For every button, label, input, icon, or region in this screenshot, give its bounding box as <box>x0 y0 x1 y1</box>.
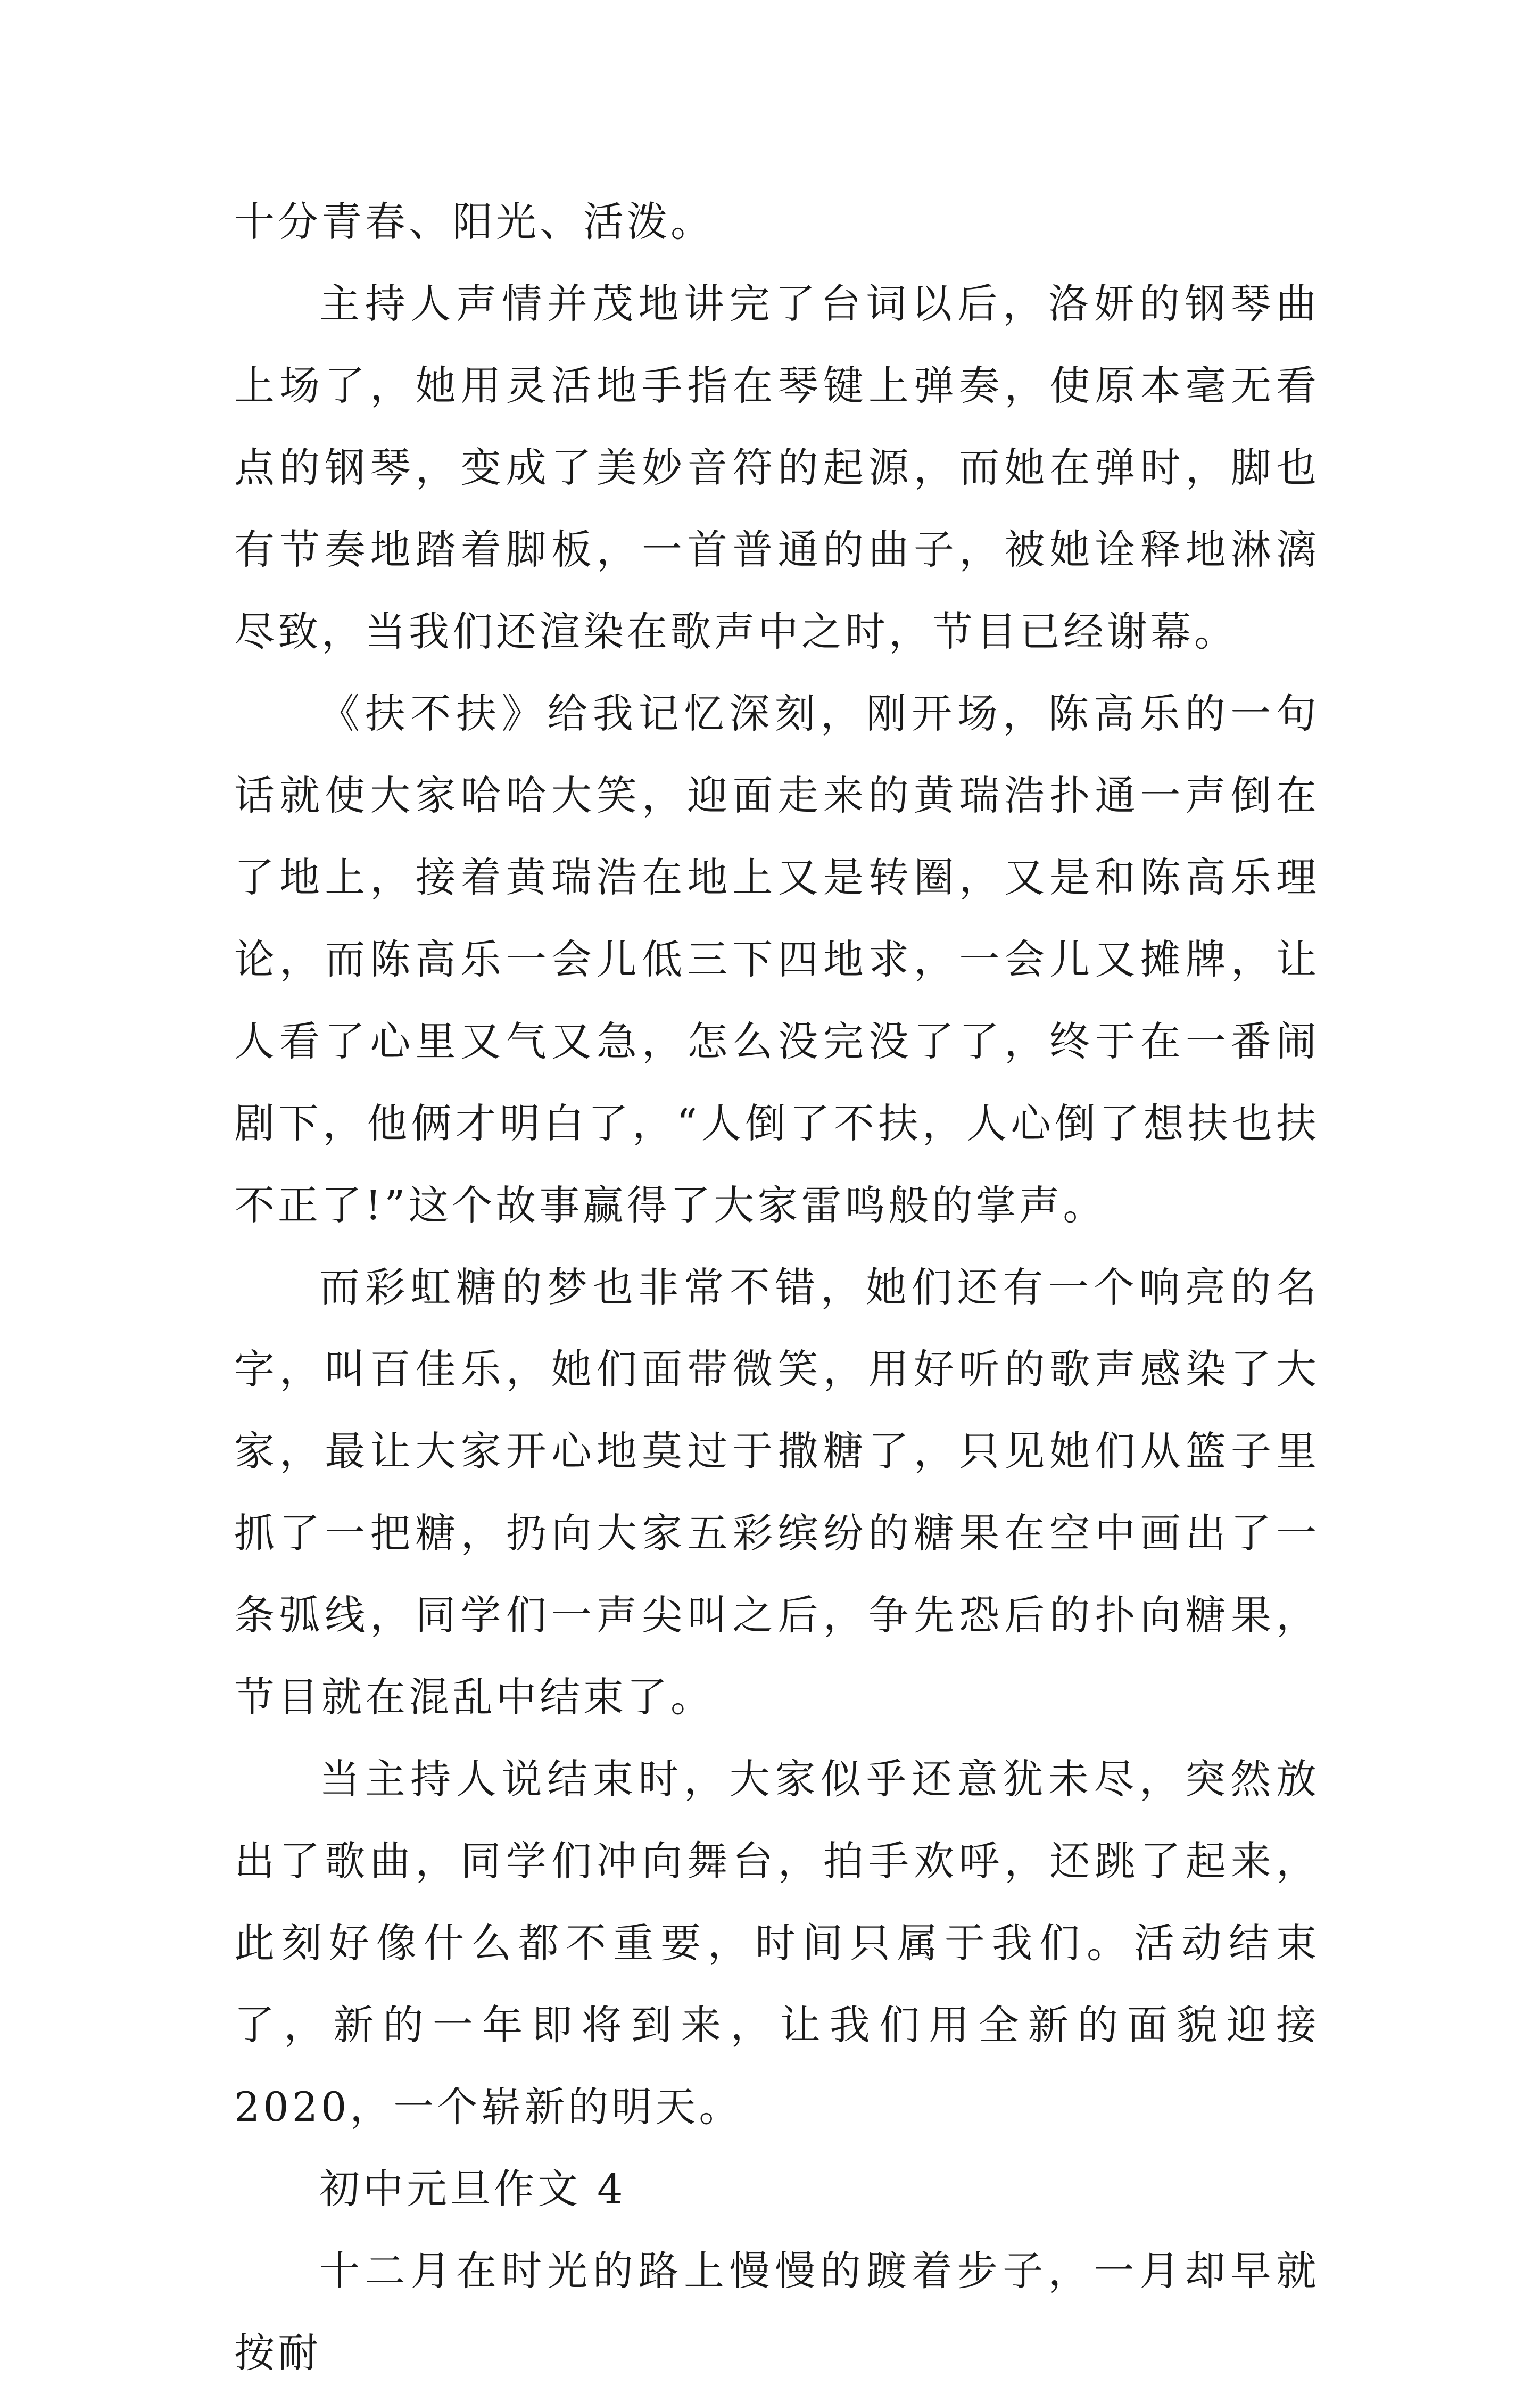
document-body <box>234 181 1320 2394</box>
paragraph-6: 十二月在时光的路上慢慢的踱着步子，一月却早就按耐 <box>234 2247 1320 2376</box>
paragraph-4: 而彩虹糖的梦也非常不错，她们还有一个响亮的名字，叫百佳乐，她们面带微笑，用好听的歌声感染了大家，最让大家开心地莫过于撒糖了，只见她们从篮子里抓了一把糖，扔向大家五彩缤纷的糖果在空中画出了一条弧线，同学们一声尖叫之后，争先恐后的扑向糖果，节目就在混乱中结束了。 <box>234 1264 1320 1721</box>
paragraph-3: 《扶不扶》给我记忆深刻，刚开场，陈高乐的一句话就使大家哈哈大笑，迎面走来的黄瑞浩扑通一声倒在了地上，接着黄瑞浩在地上又是转圈，又是和陈高乐理论，而陈高乐一会儿低三下四地求，一会儿又摊牌，让人看了心里又气又急，怎么没完没了了，终于在一番闹剧下，他俩才明白了，“人倒了不扶，人心倒了想扶也扶不正了!”这个故事赢得了大家雷鸣般的掌声。 <box>234 690 1320 1229</box>
paragraph-5: 当主持人说结束时，大家似乎还意犹未尽，突然放出了歌曲，同学们冲向舞台，拍手欢呼，还跳了起来，此刻好像什么都不重要，时间只属于我们。活动结束了，新的一年即将到来，让我们用全新的面貌迎接 2020，一个崭新的明天。 <box>234 1755 1320 2131</box>
paragraph-2: 主持人声情并茂地讲完了台词以后，洛妍的钢琴曲上场了，她用灵活地手指在琴键上弹奏，使原本毫无看点的钢琴，变成了美妙音符的起源，而她在弹时，脚也有节奏地踏着脚板，一首普通的曲子，被她诠释地淋漓尽致，当我们还渲染在歌声中之时，节目已经谢幕。 <box>234 280 1320 655</box>
paragraph-1: 十分青春、阳光、活泼。 <box>234 198 714 245</box>
section-heading: 初中元旦作文 4 <box>319 2165 626 2213</box>
